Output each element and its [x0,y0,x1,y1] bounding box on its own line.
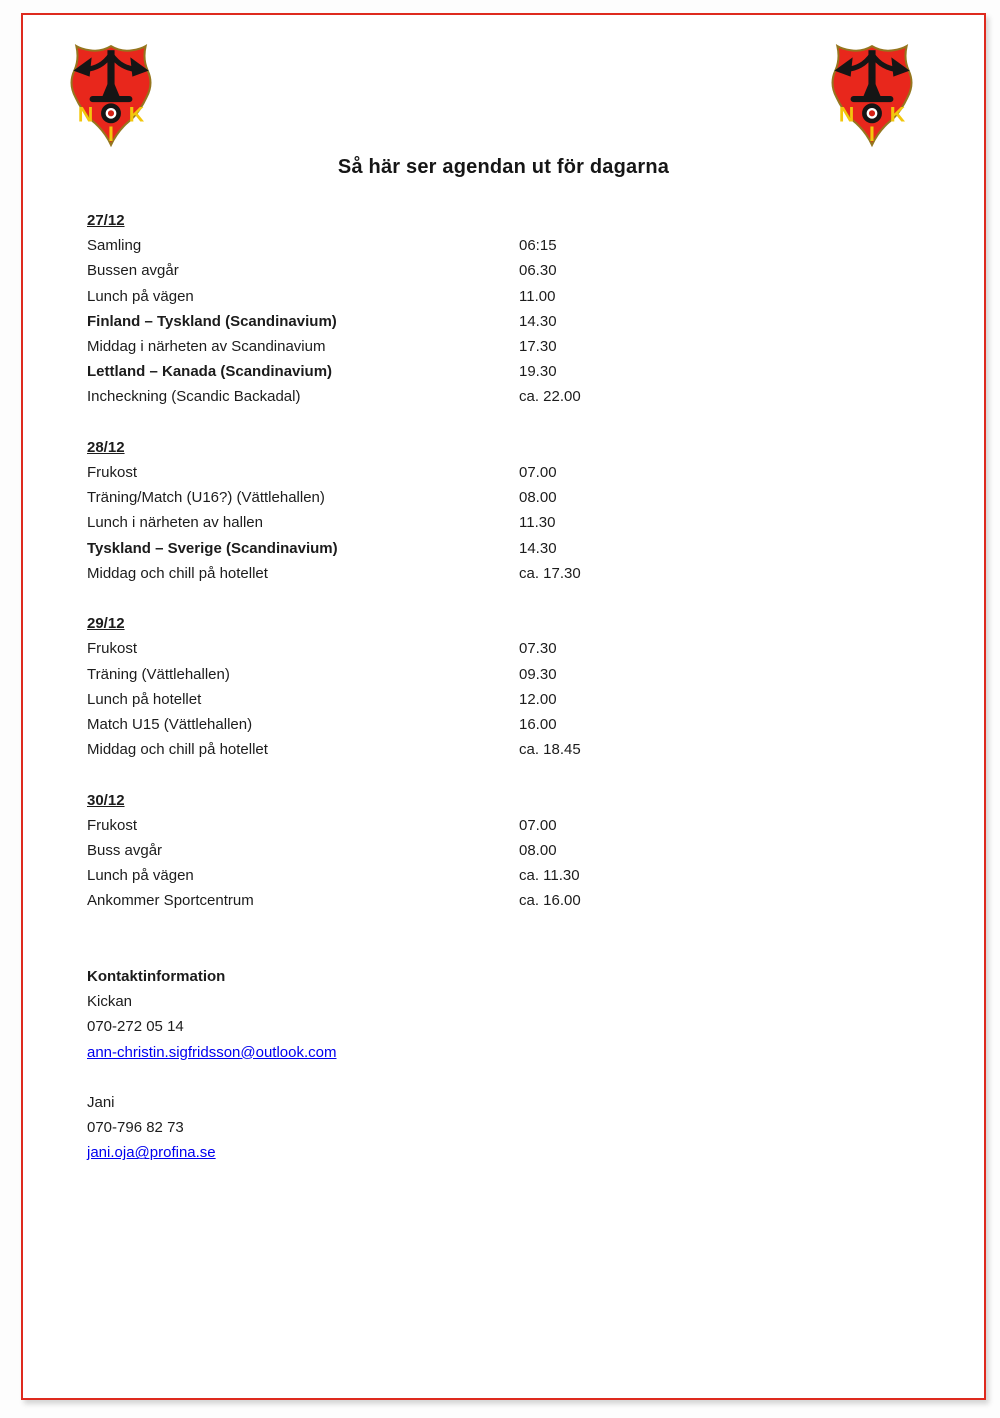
agenda-row [87,863,947,888]
event-time: 14.30 [519,539,557,557]
agenda [87,208,947,914]
event-time: 12.00 [519,690,557,708]
event-time: 11.30 [519,514,556,532]
contact-email-line [87,1040,947,1065]
agenda-row [87,687,947,712]
event-time: 11.00 [519,287,556,305]
contact-email-line [87,1140,947,1165]
agenda-row [87,258,947,283]
date-heading: 28/12 [87,438,125,456]
club-crest-icon-right [820,39,924,151]
email-link[interactable]: ann-christin.sigfridsson@outlook.com [87,1043,337,1061]
agenda-section [87,435,947,586]
agenda-row [87,838,947,863]
contact-name: Kickan [87,993,133,1011]
event-label: Ankommer Sportcentrum [87,892,254,910]
agenda-row [87,662,947,687]
agenda-row [87,712,947,737]
event-label: Frukost [87,816,138,834]
event-time: 08.00 [519,489,557,507]
event-label: Lettland – Kanada (Scandinavium) [87,363,333,381]
agenda-row [87,737,947,762]
page-title: Så här ser agendan ut för dagarna [337,156,670,178]
contact-heading: Kontaktinformation [87,968,226,986]
contact-name: Jani [87,1094,115,1112]
email-link[interactable]: jani.oja@profina.se [87,1144,216,1162]
event-label: Finland – Tyskland (Scandinavium) [87,312,337,330]
agenda-row [87,334,947,359]
document-page [21,13,986,1400]
agenda-section [87,208,947,410]
contact-block [87,964,947,1166]
event-time: 19.30 [519,363,557,381]
agenda-row [87,510,947,535]
contact-entry [87,1090,947,1166]
page-content [87,208,947,1166]
agenda-row [87,309,947,334]
date-heading: 29/12 [87,615,125,633]
agenda-row [87,536,947,561]
crest-letter-i: I [869,121,875,146]
agenda-row [87,561,947,586]
event-label: Middag i närheten av Scandinavium [87,338,326,356]
event-label: Tyskland – Sverige (Scandinavium) [87,539,338,557]
contact-phone: 070-272 05 14 [87,1018,184,1036]
event-label: Middag och chill på hotellet [87,564,268,582]
agenda-row [87,813,947,838]
event-label: Bussen avgår [87,262,179,280]
event-label: Lunch på hotellet [87,690,202,708]
event-time: 06.30 [519,262,557,280]
event-label: Frukost [87,464,138,482]
crest-letter-k: K [889,102,906,127]
event-time: 16.00 [519,716,557,734]
contact-entries [87,989,947,1165]
event-label: Incheckning (Scandic Backadal) [87,388,301,406]
event-time: ca. 16.00 [519,892,581,910]
event-label: Lunch på vägen [87,867,194,885]
event-time: ca. 17.30 [519,564,581,582]
date-heading: 27/12 [87,212,125,229]
event-label: Lunch i närheten av hallen [87,514,263,532]
agenda-row [87,233,947,258]
event-label: Träning (Vättlehallen) [87,665,230,683]
contact-phone: 070-796 82 73 [87,1119,184,1137]
event-time: 09.30 [519,665,557,683]
event-time: 07.30 [519,640,557,658]
agenda-row [87,384,947,409]
event-time: ca. 22.00 [519,388,581,406]
event-time: 17.30 [519,338,557,356]
event-time: 08.00 [519,842,557,860]
crest-letter-k: K [128,102,145,127]
agenda-row [87,888,947,913]
event-time: 07.00 [519,816,557,834]
event-label: Lunch på vägen [87,287,194,305]
date-heading: 30/12 [87,791,125,809]
agenda-row [87,284,947,309]
agenda-row [87,359,947,384]
crest-letter-n: N [838,102,855,127]
event-label: Träning/Match (U16?) (Vättlehallen) [87,489,325,507]
event-label: Frukost [87,640,138,658]
agenda-row [87,460,947,485]
agenda-section [87,788,947,914]
contact-entry [87,989,947,1065]
event-label: Match U15 (Vättlehallen) [87,716,253,734]
crest-letter-i: I [108,121,114,146]
crest-letter-n: N [77,102,94,127]
agenda-row [87,636,947,661]
event-label: Samling [87,237,142,255]
event-time: 06:15 [519,237,557,255]
event-time: 07.00 [519,464,557,482]
club-crest-icon-left [59,39,163,151]
agenda-row [87,485,947,510]
event-time: 14.30 [519,312,557,330]
agenda-section [87,611,947,762]
event-time: ca. 11.30 [519,867,580,885]
event-time: ca. 18.45 [519,741,581,759]
event-label: Middag och chill på hotellet [87,741,268,759]
event-label: Buss avgår [87,842,163,860]
